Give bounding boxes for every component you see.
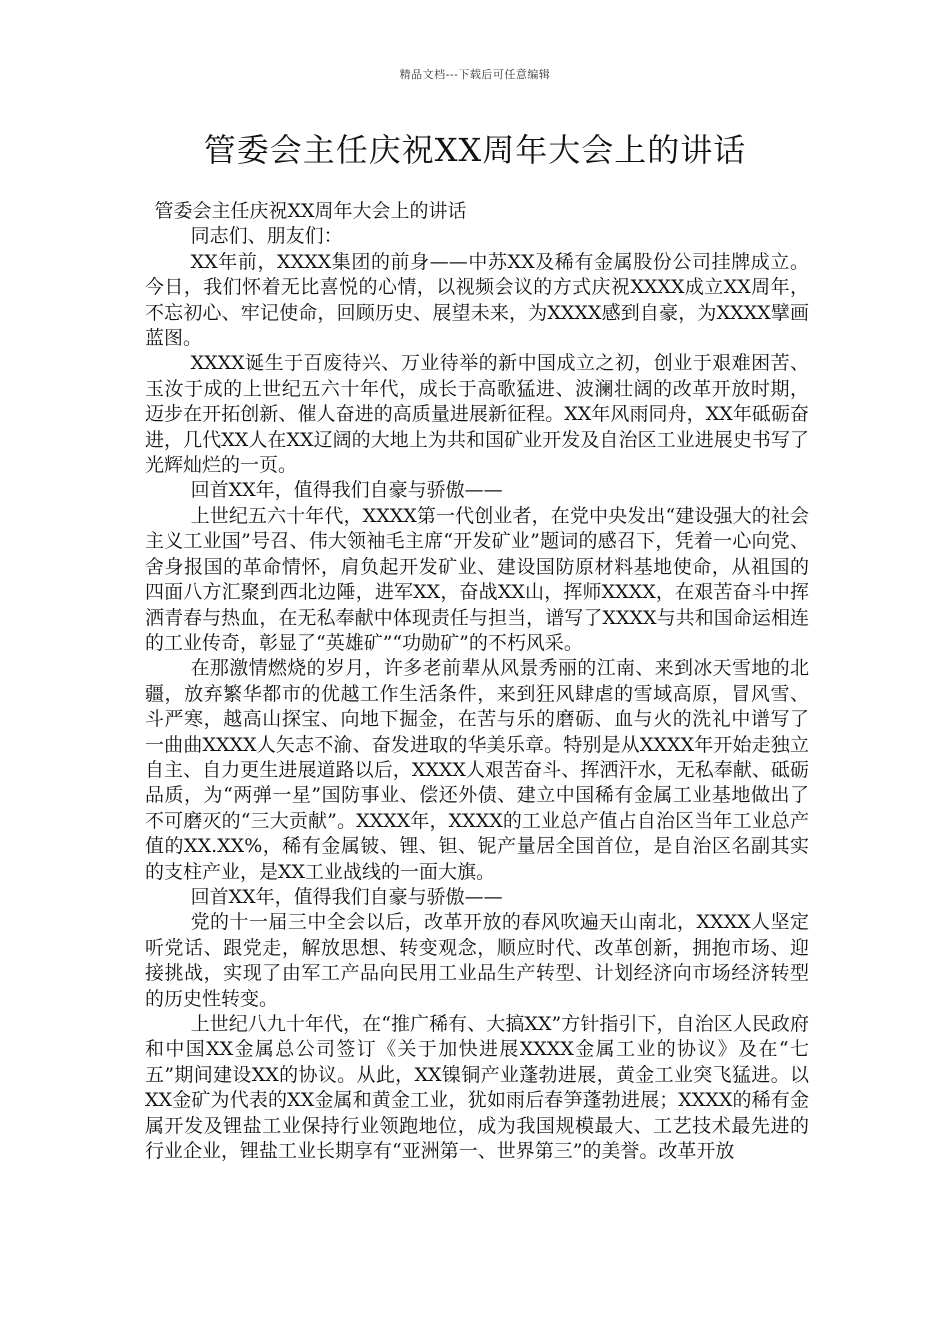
paragraph: 在那激情燃烧的岁月，许多老前辈从风景秀丽的江南、来到冰天雪地的北疆，放弃繁华都市的优越工作生活条件，来到狂风肆虐的雪域高原，冒风雪、斗严寒，越高山探宝、向地下掘金，在苦与乐的磨砺、血与火的洗礼中谱写了一曲曲XXXX人矢志不渝、奋发进取的华美乐章。特别是从XXXX年开始走独立自主、自力更生进展道路以后，XXXX人艰苦奋斗、挥洒汗水，无私奉献、砥砺品质，为“两弹一星”国防事业、偿还外债、建立中国稀有金属工业基地做出了不可磨灭的“三大贡献”。XXXX年，XXXX的工业总产值占自治区当年工业总产值的XX.XX%，稀有金属铍、锂、钽、铌产量居全国首位，是自治区名副其实的支柱产业，是XX工业战线的一面大旗。 <box>145 657 809 883</box>
document-body <box>145 199 809 1164</box>
paragraph-heading: 回首XX年，值得我们自豪与骄傲—— <box>190 479 503 502</box>
paragraph: XXXX诞生于百废待兴、万业待举的新中国成立之初，创业于艰难困苦、玉汝于成的上世纪五六十年代，成长于高歌猛进、波澜壮阔的改革开放时期，迈步在开拓创新、催人奋进的高质量进展新征程。XX年风雨同舟，XX年砥砺奋进，几代XX人在XX辽阔的大地上为共和国矿业开发及自治区工业进展史书写了光辉灿烂的一页。 <box>145 352 809 477</box>
header-note: 精品文档---下载后可任意编辑 <box>399 68 551 81</box>
paragraph-heading: 回首XX年，值得我们自豪与骄傲—— <box>190 885 503 908</box>
paragraph: 上世纪五六十年代，XXXX第一代创业者，在党中央发出“建设强大的社会主义工业国”号召、伟大领袖毛主席“开发矿业”题词的感召下，凭着一心向党、舍身报国的革命情怀，肩负起开发矿业、建设国防原材料基地使命，从祖国的四面八方汇聚到西北边陲，进军XX，奋战XX山，挥师XXXX，在艰苦奋斗中挥洒青春与热血，在无私奉献中体现责任与担当，谱写了XXXX与共和国命运相连的工业传奇，彰显了“英雄矿”“功勋矿”的不朽风采。 <box>145 504 809 654</box>
paragraph-subtitle: 管委会主任庆祝XX周年大会上的讲话 <box>154 200 467 222</box>
paragraph: XX年前，XXXX集团的前身——中苏XX及稀有金属股份公司挂牌成立。今日，我们怀着无比喜悦的心情，以视频会议的方式庆祝XXXX成立XX周年，不忘初心、牢记使命，回顾历史、展望未来，为XXXX感到自豪，为XXXX擘画蓝图。 <box>145 250 809 350</box>
document-title: 管委会主任庆祝XX周年大会上的讲话 <box>203 131 747 169</box>
paragraph: 党的十一届三中全会以后，改革开放的春风吹遍天山南北，XXXX人坚定听党话、跟党走，解放思想、转变观念，顺应时代、改革创新，拥抱市场、迎接挑战，实现了由军工产品向民用工业品生产转型、计划经济向市场经济转型的历史性转变。 <box>145 911 809 1010</box>
paragraph-salutation: 同志们、朋友们： <box>190 225 343 248</box>
paragraph: 上世纪八九十年代，在“推广稀有、大搞XX”方针指引下，自治区人民政府和中国XX金属总公司签订《关于加快进展XXXX金属工业的协议》及在“七五”期间建设XX的协议。从此，XX镍铜产业蓬勃进展，黄金工业突飞猛进。以XX金矿为代表的XX金属和黄金工业，犹如雨后春笋蓬勃进展；XXXX的稀有金属开发及锂盐工业保持行业领跑地位，成为我国规模最大、工艺技术最先进的行业企业，锂盐工业长期享有“亚洲第一、世界第三”的美誉。改革开放 <box>145 1013 809 1163</box>
